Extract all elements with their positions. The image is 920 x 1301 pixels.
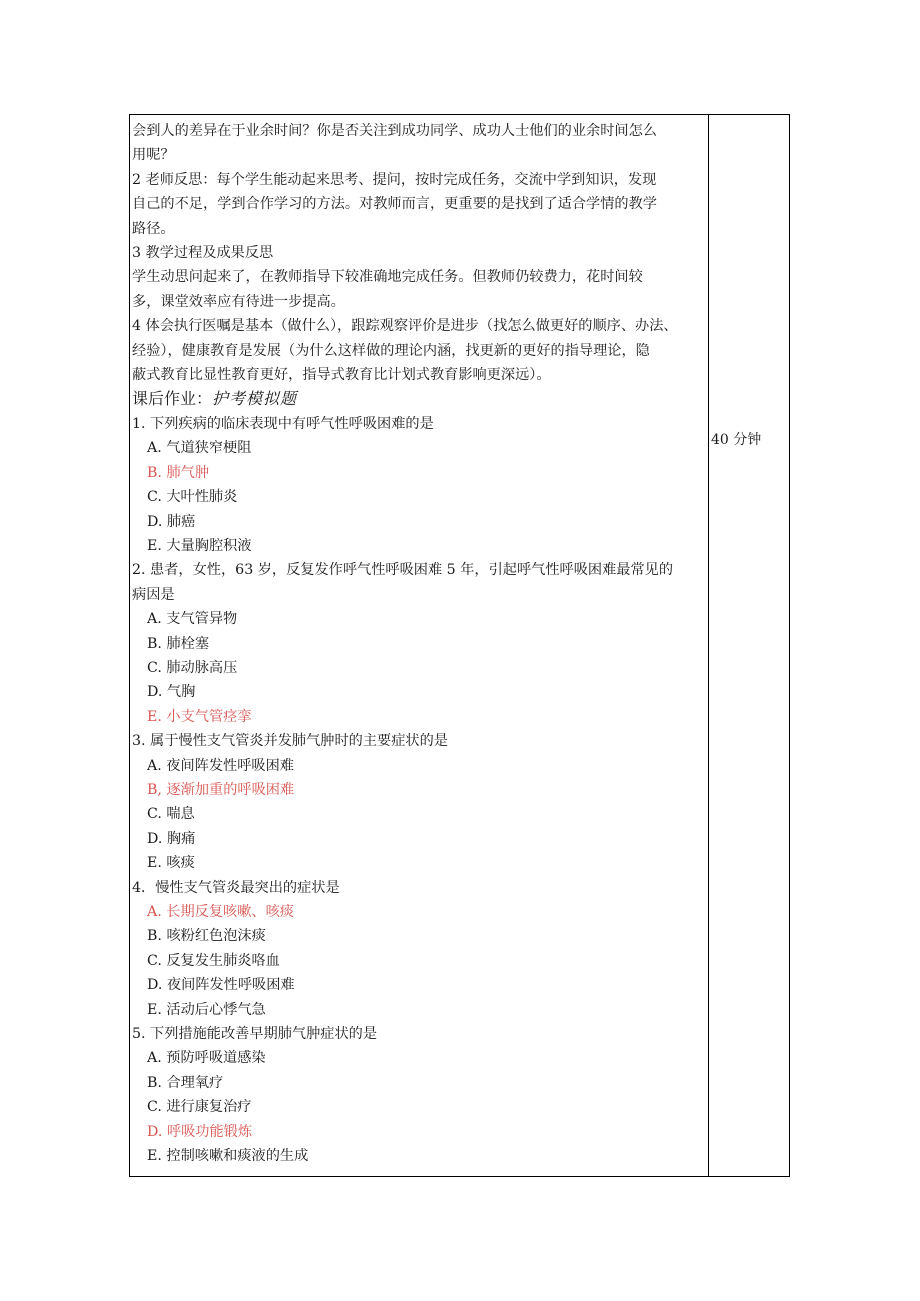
answer-option-correct: D. 呼吸功能锻炼 [147, 1123, 253, 1140]
answer-option: D. 气胸 [147, 684, 196, 701]
experience-line: 4 体会执行医嘱是基本（做什么），跟踪观察评价是进步（找怎么做更好的顺序、办法、 [132, 318, 678, 335]
experience-line: 蔽式教育比显性教育更好，指导式教育比计划式教育影响更深远）。 [132, 367, 551, 384]
answer-option: D. 夜间阵发性呼吸困难 [147, 977, 295, 994]
answer-option: A. 气道狭窄梗阻 [147, 440, 252, 457]
answer-option: B. 合理氧疗 [147, 1074, 224, 1091]
question-item [132, 876, 704, 1022]
answer-option: A. 预防呼吸道感染 [147, 1050, 266, 1067]
lesson-table [129, 114, 790, 1177]
question-stem: 病因是 [132, 586, 175, 603]
reflection-line: 会到人的差异在于业余时间？你是否关注到成功同学、成功人士他们的业余时间怎么 [132, 123, 657, 139]
answer-option: A. 夜间阵发性呼吸困难 [147, 757, 294, 774]
answer-option: C. 反复发生肺炎咯血 [147, 952, 280, 969]
reflection-line: 用呢？ [132, 147, 175, 164]
teacher-reflection-line: 2 老师反思：每个学生能动起来思考、提问，按时完成任务，交流中学到知识，发现 [132, 171, 657, 188]
answer-option: C. 喘息 [147, 806, 195, 823]
answer-option: B. 肺栓塞 [147, 635, 210, 652]
experience-line: 经验），健康教育是发展（为什么这样做的理论内涵，找更新的更好的指导理论，隐 [132, 342, 650, 359]
answer-option-correct: B. 肺气肿 [147, 464, 210, 481]
answer-option: E. 控制咳嗽和痰液的生成 [147, 1148, 309, 1165]
answer-option: D. 肺癌 [147, 513, 196, 530]
question-stem: 1. 下列疾病的临床表现中有呼气性呼吸困难的是 [132, 415, 434, 432]
content-cell [132, 119, 704, 1168]
process-reflection-line: 学生动思问起来了，在教师指导下较准确地完成任务。但教师仍较费力，花时间较 [132, 269, 643, 286]
question-stem: 5. 下列措施能改善早期肺气肿症状的是 [132, 1026, 378, 1043]
answer-option: E. 咳痰 [147, 855, 195, 872]
time-cell: 40 分钟 [711, 432, 762, 448]
answer-option: C. 进行康复治疗 [147, 1099, 252, 1116]
homework-label: 课后作业： [132, 389, 213, 409]
answer-option-correct: E. 小支气管痉挛 [147, 708, 252, 725]
answer-option: B. 咳粉红色泡沫痰 [147, 928, 266, 945]
process-reflection-title: 3 教学过程及成果反思 [132, 245, 274, 262]
homework-title: 护考模拟题 [212, 389, 298, 409]
answer-option: A. 支气管异物 [147, 611, 238, 628]
answer-option: E. 活动后心悸气急 [147, 1001, 266, 1018]
question-list [132, 412, 704, 1169]
question-item [132, 729, 704, 875]
answer-option: E. 大量胸腔积液 [147, 537, 252, 554]
question-item [132, 1022, 704, 1168]
teacher-reflection-line: 路径。 [132, 220, 175, 237]
answer-option: C. 肺动脉高压 [147, 659, 238, 676]
answer-option: D. 胸痛 [147, 830, 196, 847]
question-stem: 3. 属于慢性支气管炎并发肺气肿时的主要症状的是 [132, 733, 448, 750]
question-stem: 4．慢性支气管炎最突出的症状是 [132, 879, 340, 896]
answer-option: C. 大叶性肺炎 [147, 489, 238, 506]
answer-option-correct: B, 逐渐加重的呼吸困难 [147, 781, 295, 798]
answer-option-correct: A. 长期反复咳嗽、咳痰 [147, 904, 294, 920]
question-item [132, 412, 704, 558]
column-divider [708, 115, 709, 1176]
teacher-reflection-line: 自己的不足，学到合作学习的方法。对教师而言，更重要的是找到了适合学情的教学 [132, 196, 657, 213]
question-stem: 2. 患者，女性，63 岁，反复发作呼气性呼吸困难 5 年，引起呼气性呼吸困难最常见的 [132, 562, 674, 579]
homework-heading [132, 387, 704, 411]
process-reflection-line: 多，课堂效率应有待进一步提高。 [132, 293, 345, 310]
question-item [132, 558, 704, 729]
